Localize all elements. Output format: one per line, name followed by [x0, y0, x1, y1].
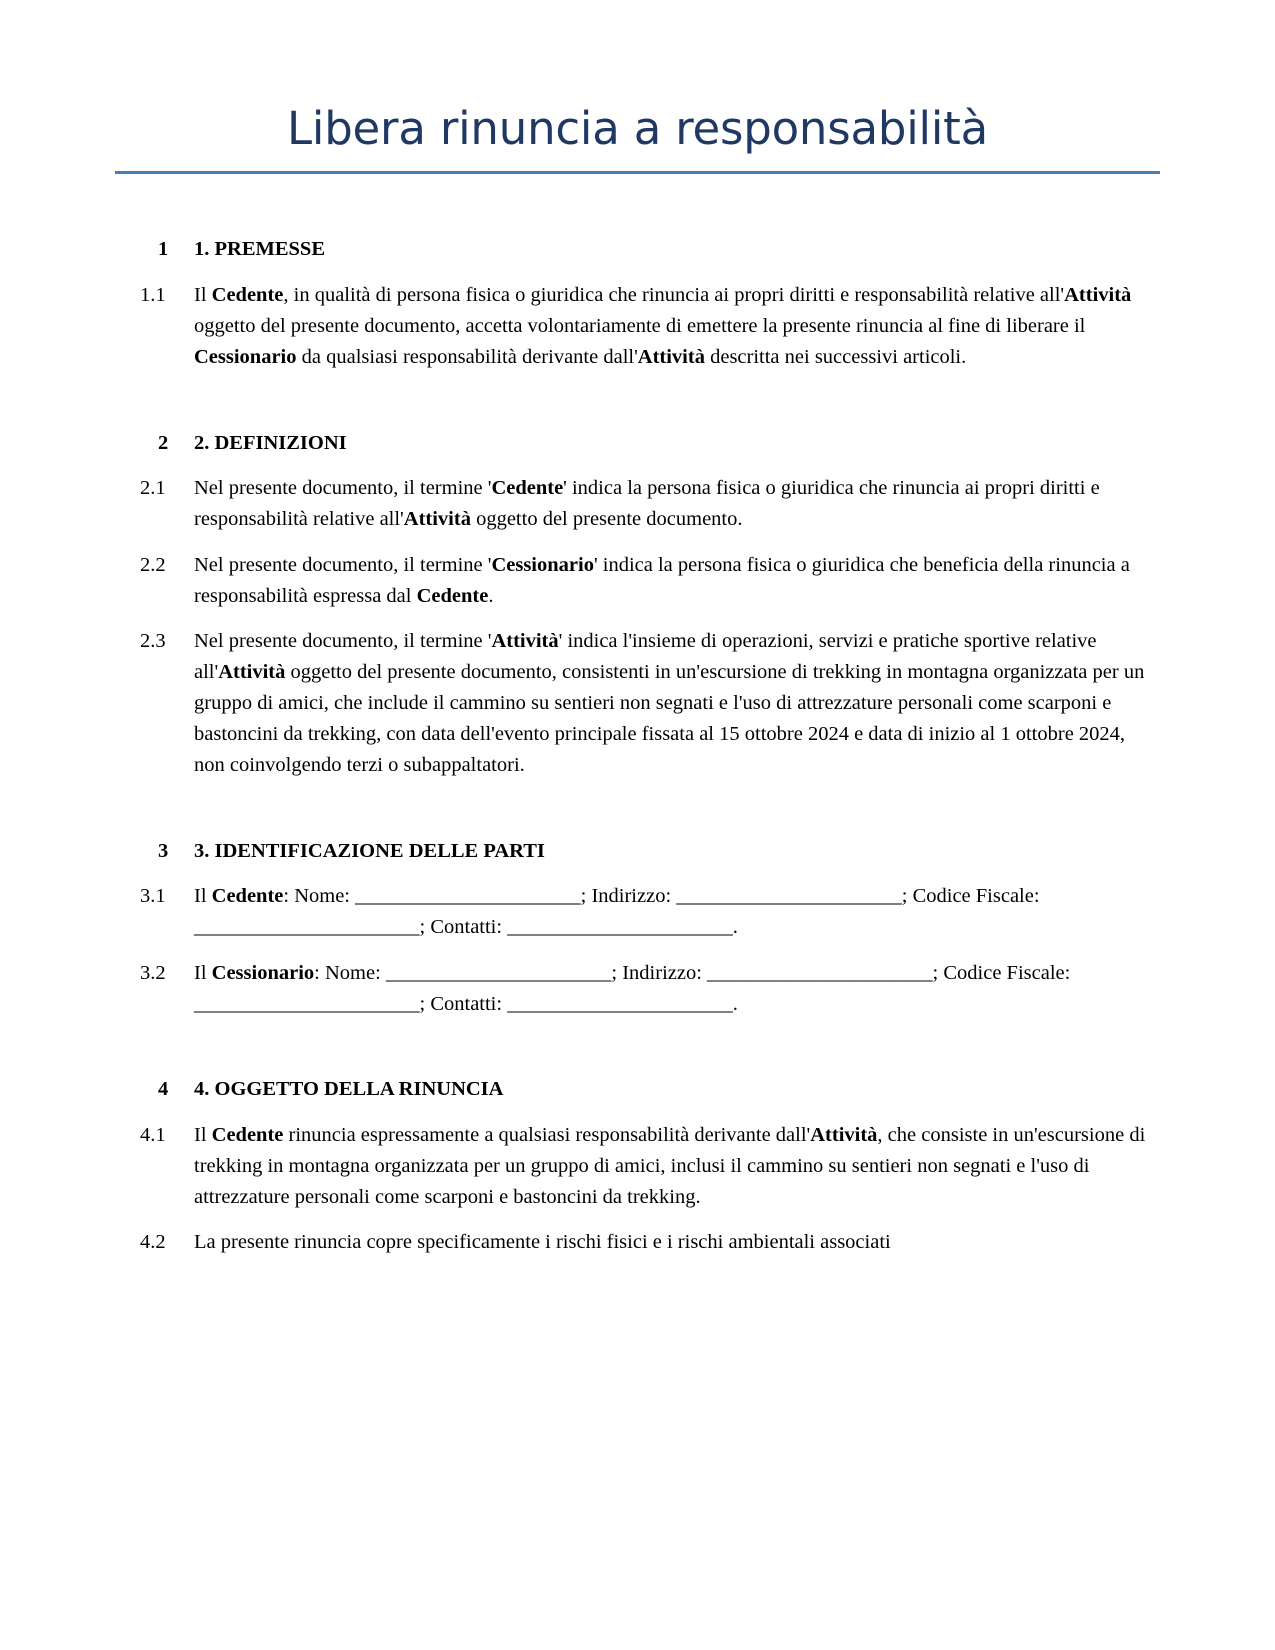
section-2: [140, 430, 1153, 782]
defined-term: Cedente: [416, 584, 489, 607]
section-heading: [140, 1076, 1153, 1104]
defined-term: Cedente: [211, 284, 284, 307]
section-title: 1. PREMESSE: [194, 238, 325, 261]
section-spacer: [140, 782, 1153, 838]
clause-2.3: [140, 626, 1153, 782]
clause-spacer: [140, 536, 1153, 550]
clause-text: Nel presente documento, il termine 'Attività' indica l'insieme di operazioni, servizi e pratiche sportive relative all'Attività oggetto del presente documento, consistenti in un'escursione di trekking in montagna organizzata per un gruppo di amici, che include il cammino su sentieri non segnati e l'uso di attrezzature personali come scarponi e bastoncini da trekking, con data dell'evento principale fissata al 15 ottobre 2024 e data di inizio al 1 ottobre 2024, non coinvolgendo terzi o subappaltatori.: [194, 629, 1145, 777]
section-number: 4: [158, 1077, 169, 1100]
clause-text: Nel presente documento, il termine 'Cessionario' indica la persona fisica o giuridica che beneficia della rinuncia a responsabilità espressa dal Cedente.: [194, 553, 1130, 607]
clause-number: 3.1: [140, 885, 166, 908]
clause-3.1: [140, 881, 1153, 943]
clause-number: 3.2: [140, 961, 166, 984]
section-heading: [140, 236, 1153, 264]
clause-number: 1.1: [140, 284, 166, 307]
section-title: 2. DEFINIZIONI: [194, 431, 347, 454]
clause-text: Il Cedente rinuncia espressamente a qualsiasi responsabilità derivante dall'Attività, che consiste in un'escursione di trekking in montagna organizzata per un gruppo di amici, inclusi il cammino su sentieri non segnati e l'uso di attrezzature personali come scarponi e bastoncini da trekking.: [194, 1123, 1146, 1208]
section-spacer: [140, 374, 1153, 430]
section-title: 4. OGGETTO DELLA RINUNCIA: [194, 1077, 504, 1100]
clause-number: 4.1: [140, 1123, 166, 1146]
clause-2.1: [140, 473, 1153, 535]
clause-number: 2.1: [140, 477, 166, 500]
clause-4.2: [140, 1227, 1153, 1258]
section-title: 3. IDENTIFICAZIONE DELLE PARTI: [194, 839, 545, 862]
defined-term: Attività: [637, 346, 705, 369]
clause-text: Il Cedente: Nome: ______________________; Indirizzo: ______________________; Codice Fiscale: ______________________; Contatti: ______________________.: [194, 885, 1040, 939]
section-spacer: [140, 1020, 1153, 1076]
title-divider: [115, 171, 1160, 174]
defined-term: Attività: [403, 508, 471, 531]
section-number: 3: [158, 839, 169, 862]
document-body: [0, 236, 1275, 1258]
clause-3.2: [140, 958, 1153, 1020]
clause-text: Nel presente documento, il termine 'Cedente' indica la persona fisica o giuridica che rinuncia ai propri diritti e responsabilità relative all'Attività oggetto del presente documento.: [194, 477, 1100, 531]
section-heading: [140, 430, 1153, 458]
defined-term: Cedente: [211, 1123, 284, 1146]
defined-term: Cedente: [211, 885, 284, 908]
defined-term: Attività: [1064, 284, 1132, 307]
defined-term: Cessionario: [491, 553, 594, 576]
clause-1.1: [140, 280, 1153, 373]
heading-spacer: [140, 457, 1153, 473]
clause-spacer: [140, 1213, 1153, 1227]
defined-term: Cessionario: [211, 961, 315, 984]
section-number: 2: [158, 431, 169, 454]
clause-number: 4.2: [140, 1231, 166, 1254]
clause-4.1: [140, 1120, 1153, 1213]
page-title: Libera rinuncia a responsabilità: [287, 102, 988, 155]
defined-term: Attività: [218, 660, 286, 683]
clause-text: Il Cessionario: Nome: ______________________; Indirizzo: ______________________; Codice Fiscale: ______________________; Contatti: ______________________.: [194, 961, 1071, 1015]
section-1: [140, 236, 1153, 373]
heading-spacer: [140, 1104, 1153, 1120]
section-heading: [140, 838, 1153, 866]
heading-spacer: [140, 865, 1153, 881]
defined-term: Cessionario: [194, 346, 297, 369]
clause-spacer: [140, 612, 1153, 626]
defined-term: Attività: [491, 629, 559, 652]
clause-number: 2.3: [140, 629, 166, 652]
title-block: [0, 0, 1275, 174]
section-4: [140, 1076, 1153, 1258]
heading-spacer: [140, 264, 1153, 280]
clause-text: Il Cedente, in qualità di persona fisica o giuridica che rinuncia ai propri diritti e responsabilità relative all'Attività oggetto del presente documento, accetta volontariamente di emettere la presente rinuncia al fine di liberare il Cessionario da qualsiasi responsabilità derivante dall'Attività descritta nei successivi articoli.: [194, 284, 1132, 369]
defined-term: Attività: [810, 1123, 878, 1146]
section-number: 1: [158, 238, 169, 261]
clause-number: 2.2: [140, 553, 166, 576]
section-3: [140, 838, 1153, 1020]
clause-spacer: [140, 944, 1153, 958]
defined-term: Cedente: [491, 477, 564, 500]
clause-text: La presente rinuncia copre specificamente i rischi fisici e i rischi ambientali associati: [194, 1231, 891, 1254]
clause-2.2: [140, 550, 1153, 612]
